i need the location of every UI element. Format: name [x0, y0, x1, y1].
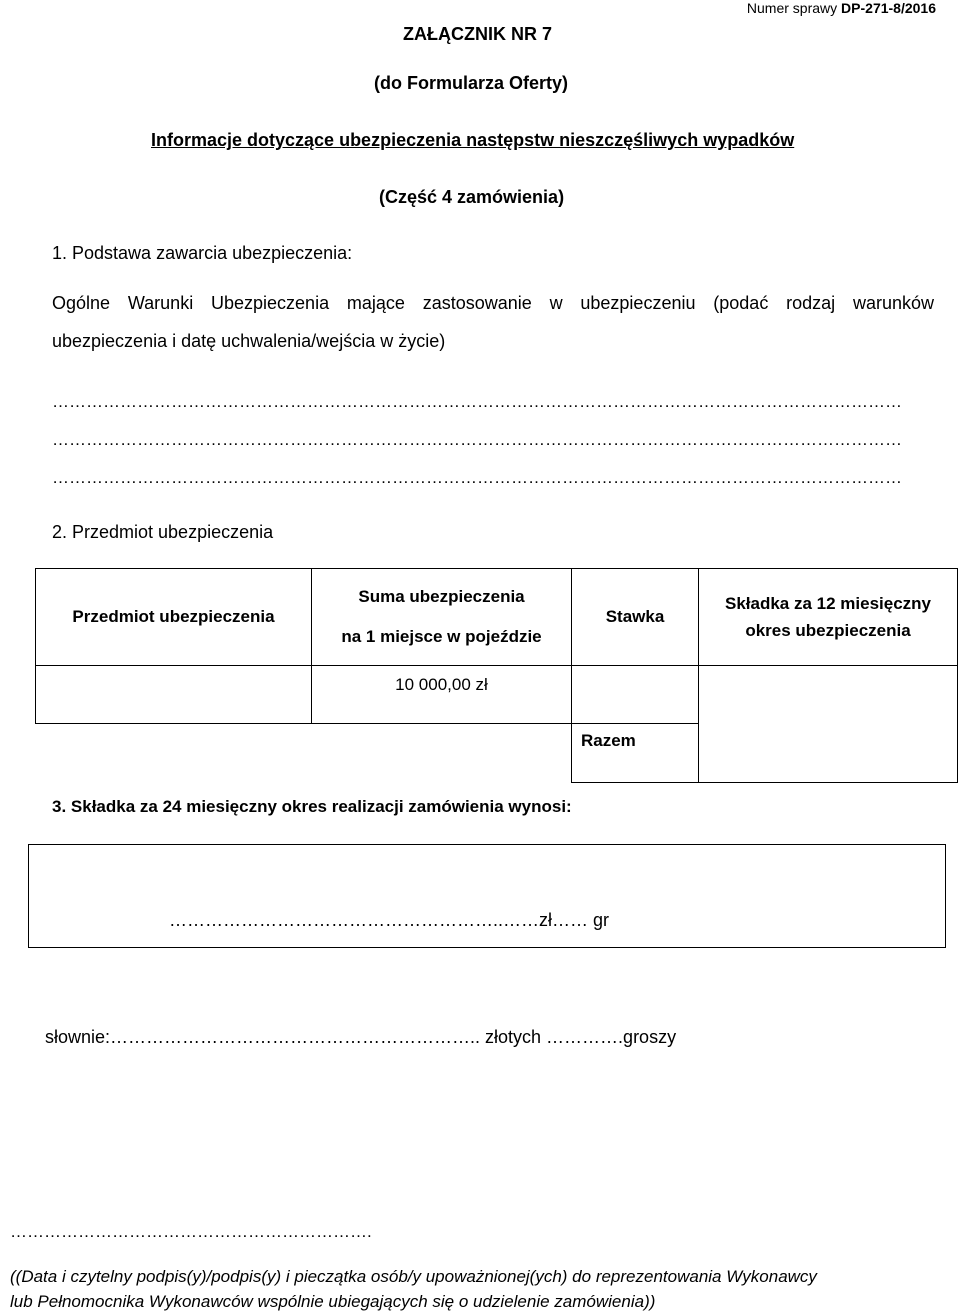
premium-in-words: słownie:…………………………………………………….. złotych ………….groszy — [45, 1027, 677, 1047]
table-cell-subject — [35, 665, 312, 724]
section3-heading: 3. Składka za 24 miesięczny okres realizacji zamówienia wynosi: — [52, 797, 572, 816]
signature-caption-line2: lub Pełnomocnika Wykonawców wspólnie ubiegających się o udzielenie zamówienia)) — [10, 1292, 656, 1311]
document-heading: Informacje dotyczące ubezpieczenia następstw nieszczęśliwych wypadków — [151, 130, 795, 150]
table-header-subject: Przedmiot ubezpieczenia — [35, 568, 312, 666]
section2-heading: 2. Przedmiot ubezpieczenia — [52, 522, 274, 542]
annex-subtitle: (do Formularza Oferty) — [374, 73, 569, 93]
section1-text-line1: Ogólne Warunki Ubezpieczenia mające zastosowanie w ubezpieczeniu (podać rodzaj warunków — [52, 293, 934, 313]
premium-amount-line: ………………………………………………..……zł…… gr — [169, 910, 610, 930]
table-header-premium-line2: okres ubezpieczenia — [745, 621, 911, 640]
table-header-premium-line1: Składka za 12 miesięczny — [724, 593, 932, 613]
dot-line-3: …………………………………………………………………………………………………………………………………… — [52, 468, 902, 487]
annex-title: ZAŁĄCZNIK NR 7 — [403, 24, 552, 44]
dot-line-2: …………………………………………………………………………………………………………………………………… — [52, 430, 902, 449]
case-number — [747, 0, 936, 16]
table-header-sum — [311, 568, 572, 666]
signature-caption-line1: ((Data i czytelny podpis(y)/podpis(y) i pieczątka osób/y upoważnionej(ych) do reprezentowania Wykonawcy — [10, 1267, 817, 1286]
case-number-value: DP-271-8/2016 — [841, 0, 936, 16]
signature-dots: ………………………………………………………. — [10, 1222, 372, 1241]
part-label: (Część 4 zamówienia) — [379, 187, 565, 207]
premium-amount-box — [28, 844, 946, 948]
case-number-label: Numer sprawy — [746, 0, 838, 16]
section1-heading: 1. Podstawa zawarcia ubezpieczenia: — [52, 243, 353, 263]
section1-text-line2: ubezpieczenia i datę uchwalenia/wejścia w życie) — [52, 331, 446, 351]
table-header-sum-line1: Suma ubezpieczenia — [358, 587, 525, 607]
dot-line-1: …………………………………………………………………………………………………………………………………… — [52, 392, 902, 411]
table-cell-premium — [698, 665, 958, 783]
table-cell-rate — [571, 665, 699, 724]
table-header-sum-line2: na 1 miejsce w pojeździe — [341, 627, 542, 646]
table-header-premium — [698, 568, 958, 666]
table-cell-total-label: Razem — [571, 723, 699, 783]
table-header-rate: Stawka — [571, 568, 699, 666]
table-cell-sum: 10 000,00 zł — [311, 665, 572, 724]
